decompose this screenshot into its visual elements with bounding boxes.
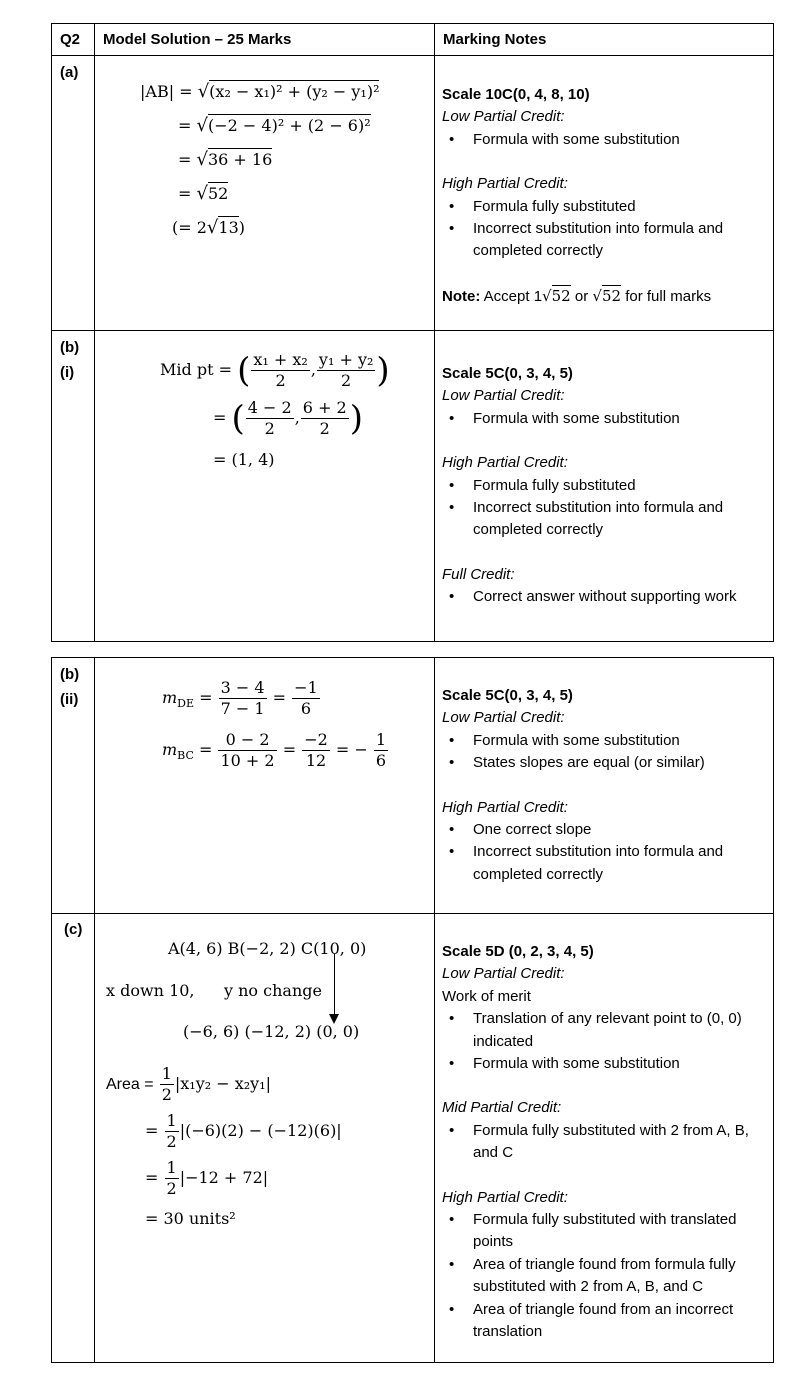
- list-item: • Formula with some substitution: [442, 408, 772, 430]
- list-item: • Incorrect substitution into formula and completed correctly: [442, 841, 772, 886]
- list-item: • States slopes are equal (or similar): [442, 752, 772, 774]
- marking-table-1: [51, 23, 774, 642]
- midpoint-y-fraction: $\frac{\text{y₁ + y₂}}{2}$: [318, 350, 374, 390]
- midpoint-lhs: Mid pt =: [160, 360, 232, 379]
- list-item: • Formula fully substituted with 2 from A, B, and C: [442, 1120, 772, 1165]
- scale-label: Scale 5C(0, 3, 4, 5): [442, 687, 573, 704]
- list-item: • Formula fully substituted: [442, 196, 772, 218]
- header-model-solution: Model Solution – 25 Marks: [103, 31, 292, 48]
- distance-lhs: |AB| =: [140, 82, 193, 101]
- list-item: • Formula with some substitution: [442, 1053, 772, 1075]
- full-credit-title: Full Credit:: [442, 565, 515, 583]
- area-simplified: |−12 + 72|: [179, 1168, 269, 1187]
- midpoint-y-substituted: $\frac{6 + 2}{2}$: [302, 398, 347, 438]
- list-item: • Formula with some substitution: [442, 129, 772, 151]
- scale-label: Scale 10C(0, 4, 8, 10): [442, 86, 590, 103]
- work-of-merit: Work of merit: [442, 987, 531, 1005]
- low-credit-title: Low Partial Credit:: [442, 709, 565, 727]
- part-a-solution: |AB| = √(x₂ − x₁)² + (y₂ − y₁)² = √(−2 − 4)² + (2 − 6)² = √36 + 16 = √52 (= 2√13): [140, 81, 380, 238]
- list-item: • Translation of any relevant point to (0, 0) indicated: [442, 1008, 772, 1053]
- high-credit-title: High Partial Credit:: [442, 454, 568, 472]
- low-credit-title: Low Partial Credit:: [442, 965, 565, 983]
- list-item: • Formula fully substituted: [442, 475, 772, 497]
- x-shift-text: x down 10,: [106, 981, 195, 1000]
- marking-table-2: [51, 657, 774, 1363]
- list-item: • Correct answer without supporting work: [442, 586, 772, 608]
- distance-sum: 36 + 16: [207, 150, 273, 169]
- part-c-notes: [442, 941, 772, 1344]
- list-item: • Area of triangle found from formula fully substituted with 2 from A, B, and C: [442, 1254, 772, 1299]
- midpoint-x-fraction: $\frac{\text{x₁ + x₂}}{2}$: [253, 350, 308, 390]
- translation-points: A(4, 6) B(−2, 2) C(10, 0): [168, 939, 367, 958]
- slope-bc-fraction: $\frac{0 - 2}{10 + 2}$: [220, 730, 275, 770]
- part-bi-solution: Mid pt = ( $\frac{\text{x₁ + x₂}}{2}$ , $\frac{\text{y₁ + y₂}}{2}$ ) = ( $\frac{4 - 2}{2}$ , $\frac{6 + 2}{2}$ ) = (1, 4): [160, 350, 390, 469]
- high-credit-title: High Partial Credit:: [442, 1188, 568, 1206]
- list-item: • One correct slope: [442, 819, 772, 841]
- part-a-notes: [442, 84, 772, 308]
- part-a-label: (a): [60, 64, 79, 81]
- low-credit-title: Low Partial Credit:: [442, 108, 565, 126]
- translated-points: (−6, 6) (−12, 2) (0, 0): [183, 1022, 360, 1041]
- midpoint-result: = (1, 4): [213, 450, 275, 469]
- midpoint-x-substituted: $\frac{4 - 2}{2}$: [247, 398, 292, 438]
- header-marking-notes: Marking Notes: [443, 31, 547, 48]
- header-q: Q2: [60, 31, 81, 48]
- area-substituted: |(−6)(2) − (−12)(6)|: [179, 1121, 342, 1140]
- part-bii-solution: $m_{DE}$ = $\frac{3 - 4}{7 - 1}$ = $\frac{-1}{6}$ $m_{BC}$ = $\frac{0 - 2}{10 + 2}$ = $\frac{-2}{12}$ = − $\frac{1}{6}$: [162, 678, 387, 770]
- area-solution: Area = $\frac{1}{2}$ |x₁y₂ − x₂y₁| = $\frac{1}{2}$ |(−6)(2) − (−12)(6)| = $\frac{1}{2}$ |−12 + 72| = 30 units²: [106, 1064, 342, 1228]
- distance-formula: (x₂ − x₁)² + (y₂ − y₁)²: [209, 82, 380, 101]
- mid-credit-title: Mid Partial Credit:: [442, 1099, 562, 1117]
- scale-label: Scale 5D (0, 2, 3, 4, 5): [442, 943, 594, 960]
- list-item: • Incorrect substitution into formula and completed correctly: [442, 497, 772, 542]
- scale-label: Scale 5C(0, 3, 4, 5): [442, 365, 573, 382]
- y-shift-text: y no change: [224, 981, 322, 1000]
- part-c-label: (c): [64, 921, 83, 938]
- distance-root: 52: [207, 184, 229, 203]
- part-bi-label: (b): [60, 339, 80, 356]
- slope-bc-simplified: $\frac{1}{6}$: [375, 730, 387, 770]
- distance-simplified: 13: [218, 218, 239, 237]
- list-item: • Formula fully substituted with translated points: [442, 1209, 772, 1254]
- note-line: Note: Accept 1√52 or √52 for full marks: [442, 286, 712, 305]
- part-bii-label: (b): [60, 666, 80, 683]
- area-result: = 30 units²: [145, 1209, 236, 1228]
- part-bii-notes: [442, 685, 772, 886]
- low-credit-title: Low Partial Credit:: [442, 387, 565, 405]
- distance-substituted: (−2 − 4)² + (2 − 6)²: [207, 116, 371, 135]
- area-formula: |x₁y₂ − x₂y₁|: [174, 1074, 272, 1093]
- slope-de-fraction: $\frac{3 - 4}{7 - 1}$: [220, 678, 265, 718]
- list-item: • Incorrect substitution into formula and completed correctly: [442, 218, 772, 263]
- list-item: • Formula with some substitution: [442, 730, 772, 752]
- part-bi-notes: [442, 363, 772, 609]
- slope-de-value: $\frac{-1}{6}$: [294, 678, 318, 718]
- slope-bc-value: $\frac{-2}{12}$: [304, 730, 328, 770]
- part-bii-sublabel: (ii): [60, 691, 79, 708]
- high-credit-title: High Partial Credit:: [442, 175, 568, 193]
- high-credit-title: High Partial Credit:: [442, 798, 568, 816]
- part-bi-sublabel: (i): [60, 364, 75, 381]
- translation-arrow: [334, 954, 335, 1017]
- list-item: • Area of triangle found from an incorrect translation: [442, 1299, 772, 1344]
